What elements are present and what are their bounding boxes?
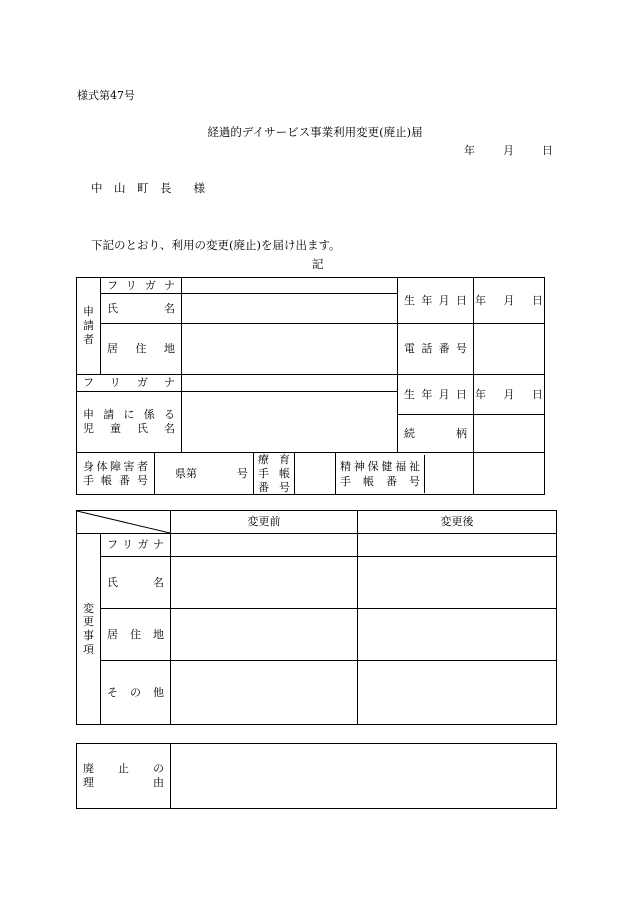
change-address-before[interactable]: [171, 609, 358, 661]
change-table: [76, 510, 557, 725]
applicant-address-label: 居住地: [101, 324, 182, 375]
document-title: 経過的デイサービス事業利用変更(廃止)届: [207, 125, 423, 139]
mental-handbook-field[interactable]: [425, 455, 473, 493]
submission-date: [464, 142, 553, 158]
before-header: 変更前: [171, 511, 358, 534]
change-table-corner: [77, 511, 171, 534]
ki-heading: 記: [312, 257, 324, 271]
mental-handbook-label: 精神保健福祉 手帳番号: [336, 455, 425, 493]
applicant-birthdate-label: 生年月日: [398, 278, 474, 324]
change-address-after[interactable]: [358, 609, 557, 661]
applicant-name-label: 氏名: [101, 294, 182, 324]
disability-handbook-label: 身体障害者 手帳番号: [77, 453, 155, 495]
applicant-furigana-label: フリガナ: [101, 278, 182, 294]
form-number: 様式第47号: [77, 89, 135, 102]
applicant-furigana-field[interactable]: [182, 278, 398, 294]
addressee-honorific: 様: [193, 181, 205, 195]
abolish-table: [76, 743, 557, 809]
mental-handbook-cell: [336, 453, 474, 495]
relationship-field[interactable]: [474, 415, 545, 453]
applicant-phone-label: 電話番号: [398, 324, 474, 375]
child-name-label: 申請に係る 児童氏名: [77, 392, 182, 453]
ryouiku-handbook-label: 療育手帳 番号: [254, 453, 295, 495]
applicant-birthdate-field[interactable]: 年 月 日: [474, 278, 545, 324]
change-group-label: 変 更 事 項: [77, 534, 101, 725]
abolish-reason-field[interactable]: [171, 744, 557, 809]
child-birthdate-label: 生年月日: [398, 375, 474, 415]
change-name-before[interactable]: [171, 557, 358, 609]
applicant-address-field[interactable]: [182, 324, 398, 375]
intro-text: 下記のとおり、利用の変更(廃止)を届け出ます。: [91, 238, 341, 252]
change-furigana-before[interactable]: [171, 534, 358, 557]
date-day-label: 日: [542, 144, 553, 157]
child-furigana-label: フリガナ: [77, 375, 182, 392]
change-furigana-after[interactable]: [358, 534, 557, 557]
applicant-group-label: 申 請 者: [77, 278, 101, 375]
date-month-label: 月: [503, 144, 514, 157]
ryouiku-handbook-field[interactable]: [295, 453, 336, 495]
change-address-label: 居住地: [101, 609, 171, 661]
child-name-field[interactable]: [182, 392, 398, 453]
addressee: [91, 180, 205, 196]
date-year-label: 年: [464, 144, 475, 157]
addressee-name: 中 山 町 長: [91, 181, 172, 195]
mental-handbook-field-extra[interactable]: [474, 453, 545, 495]
change-name-after[interactable]: [358, 557, 557, 609]
change-other-after[interactable]: [358, 661, 557, 725]
change-name-label: 氏名: [101, 557, 171, 609]
after-header: 変更後: [358, 511, 557, 534]
child-furigana-field[interactable]: [182, 375, 398, 392]
child-birthdate-field[interactable]: 年 月 日: [474, 375, 545, 415]
abolish-reason-label: 廃止の 理由: [77, 744, 171, 809]
applicant-phone-field[interactable]: [474, 324, 545, 375]
disability-handbook-field[interactable]: 県第 号: [155, 453, 254, 495]
relationship-label: 続柄: [398, 415, 474, 453]
applicant-name-field[interactable]: [182, 294, 398, 324]
change-other-label: その他: [101, 661, 171, 725]
change-furigana-label: フリガナ: [101, 534, 171, 557]
change-other-before[interactable]: [171, 661, 358, 725]
applicant-table: [76, 277, 545, 495]
